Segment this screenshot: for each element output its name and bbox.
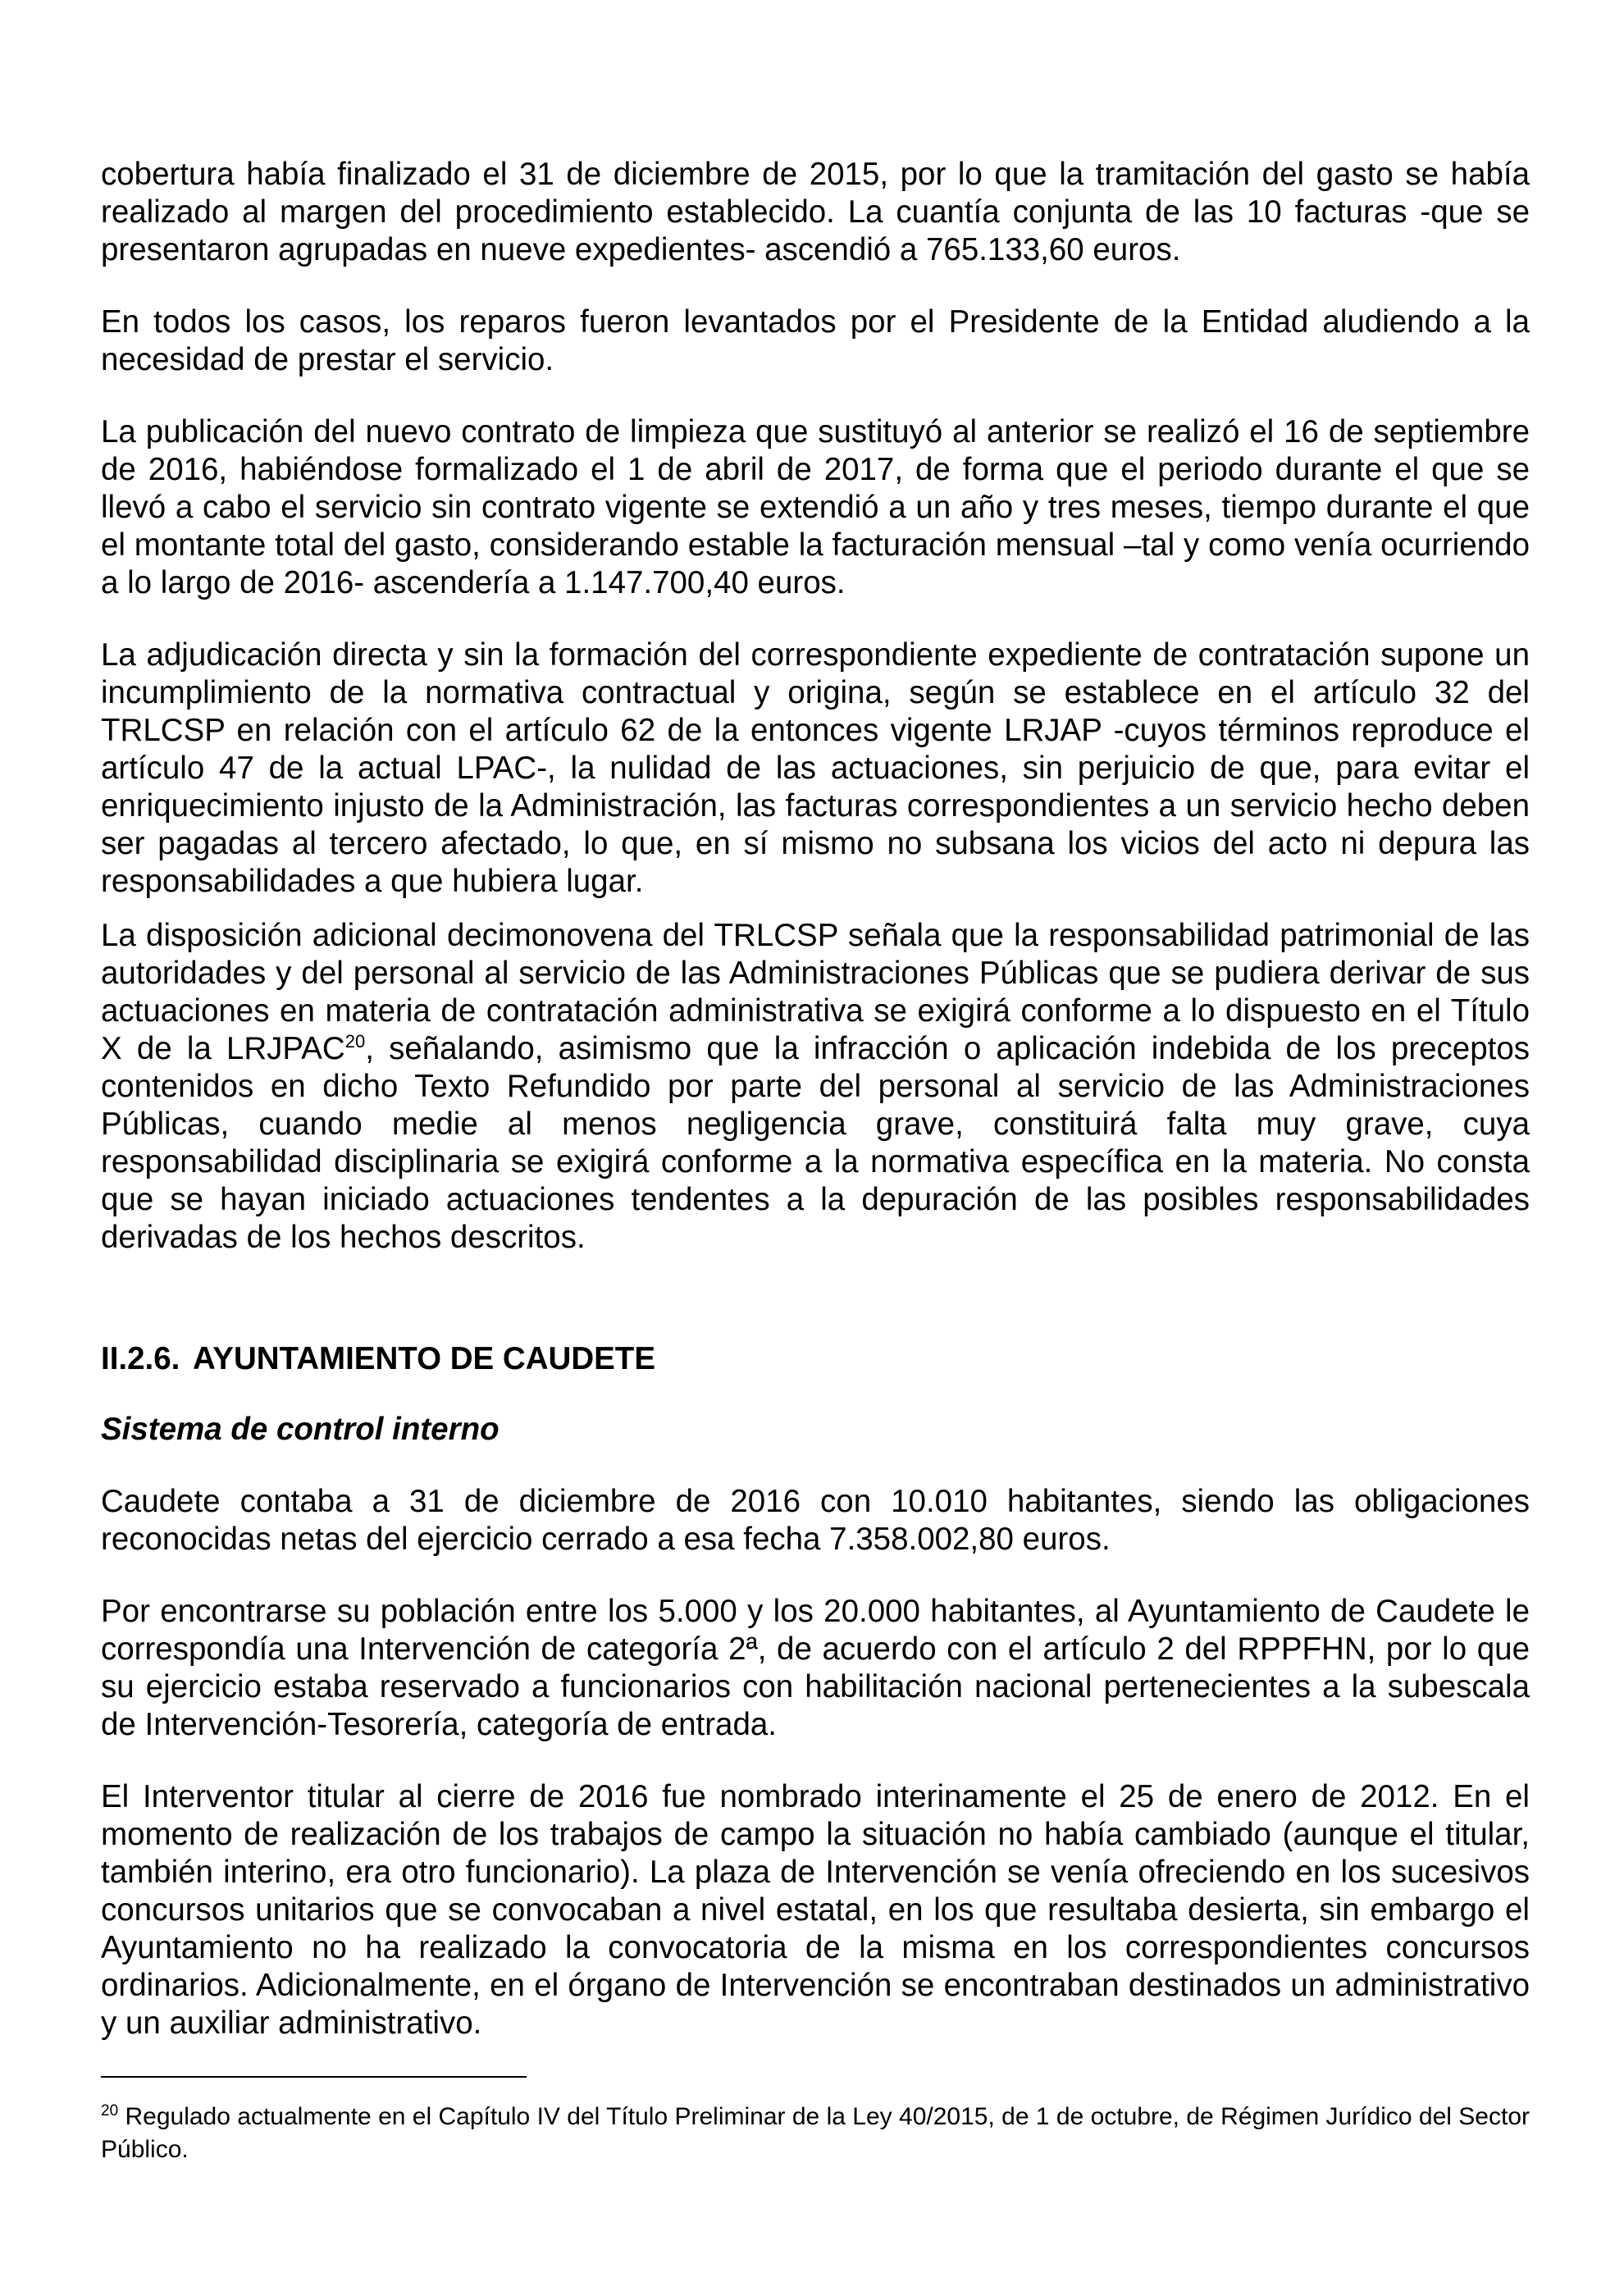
footnote-number: 20 — [101, 2102, 119, 2120]
section-title: AYUNTAMIENTO DE CAUDETE — [193, 1341, 656, 1376]
paragraph-intervention-category: Por encontrarse su población entre los 5.000 y los 20.000 habitantes, al Ayuntamiento de Caudete le correspondía una Intervención de categoría 2ª, de acuerdo con el artículo 2 del RPPFHN, por lo que su ejercicio estaba reservado a funcionarios con habilitación nacional pertenecientes a la subescala de Intervención-Tesorería, categoría de entrada. — [101, 1594, 1530, 1742]
footnote-reference[interactable]: 20 — [344, 1031, 366, 1052]
footnote-text: Regulado actualmente en el Capítulo IV del Título Preliminar de la Ley 40/2015, de 1 de octubre, de Régimen Jurídico del Sector Público. — [101, 2103, 1530, 2163]
paragraph-invoices-total: cobertura había finalizado el 31 de diciembre de 2015, por lo que la tramitación del gasto se había realizado al margen del procedimiento establecido. La cuantía conjunta de las 10 facturas -que se presentaron agrupadas en nueve expedientes- ascendió a 765.133,60 euros. — [101, 157, 1530, 267]
paragraph-reparos: En todos los casos, los reparos fueron levantados por el Presidente de la Entidad aludiendo a la necesidad de prestar el servicio. — [101, 304, 1530, 377]
paragraph-additional-provision — [101, 917, 1530, 1257]
footnote — [101, 2101, 1530, 2166]
paragraph-text-after-ref: , señalando, asimismo que la infracción o aplicación indebida de los preceptos contenidos en dicho Texto Refundido por parte del personal al servicio de las Administraciones Públicas, cuando medie al menos negligencia grave, constituirá falta muy grave, cuya responsabilidad disciplinaria se exigirá conforme a la normativa específica en la materia. No consta que se hayan iniciado actuaciones tendentes a la depuración de las posibles responsabilidades derivadas de los hechos descritos. — [101, 1031, 1530, 1255]
section-number: II.2.6. — [101, 1341, 180, 1376]
paragraph-population: Caudete contaba a 31 de diciembre de 2016 con 10.010 habitantes, siendo las obligaciones reconocidas netas del ejercicio cerrado a esa fecha 7.358.002,80 euros. — [101, 1484, 1530, 1557]
section-heading — [101, 1340, 1530, 1378]
paragraph-interventor: El Interventor titular al cierre de 2016 fue nombrado interinamente el 25 de enero de 2012. En el momento de realización de los trabajos de campo la situación no había cambiado (aunque el titular, también interino, era otro funcionario). La plaza de Intervención se venía ofreciendo en los sucesivos concursos unitarios que se convocaban a nivel estatal, en los que resultaba desierta, sin embargo el Ayuntamiento no ha realizado la convocatoria de la misma en los correspondientes concursos ordinarios. Adicionalmente, en el órgano de Intervención se encontraban destinados un administrativo y un auxiliar administrativo. — [101, 1779, 1530, 2041]
body-text — [101, 156, 1530, 2042]
paragraph-text-before-ref: La disposición adicional decimonovena del TRLCSP señala que la responsabilidad patrimonial de las autoridades y del personal al servicio de las Administraciones Públicas que se pudiera derivar de sus actuaciones en materia de contratación administrativa se exigirá conforme a lo dispuesto en el Título X de la LRJPAC — [101, 918, 1530, 1066]
section-subtitle: Sistema de control interno — [101, 1412, 500, 1447]
paragraph-direct-award: La adjudicación directa y sin la formación del correspondiente expediente de contratación supone un incumplimiento de la normativa contractual y origina, según se establece en el artículo 32 del TRLCSP en relación con el artículo 62 de la entonces vigente LRJAP -cuyos términos reproduce el artículo 47 de la actual LPAC-, la nulidad de las actuaciones, sin perjuicio de que, para evitar el enriquecimiento injusto de la Administración, las facturas correspondientes a un servicio hecho deben ser pagadas al tercero afectado, lo que, en sí mismo no subsana los vicios del acto ni depura las responsabilidades a que hubiera lugar. — [101, 637, 1530, 899]
footnote-separator — [101, 2076, 527, 2078]
paragraph-new-contract: La publicación del nuevo contrato de limpieza que sustituyó al anterior se realizó el 16 de septiembre de 2016, habiéndose formalizado el 1 de abril de 2017, de forma que el periodo durante el que se llevó a cabo el servicio sin contrato vigente se extendió a un año y tres meses, tiempo durante el que el montante total del gasto, considerando estable la facturación mensual –tal y como venía ocurriendo a lo largo de 2016- ascendería a 1.147.700,40 euros. — [101, 414, 1530, 600]
